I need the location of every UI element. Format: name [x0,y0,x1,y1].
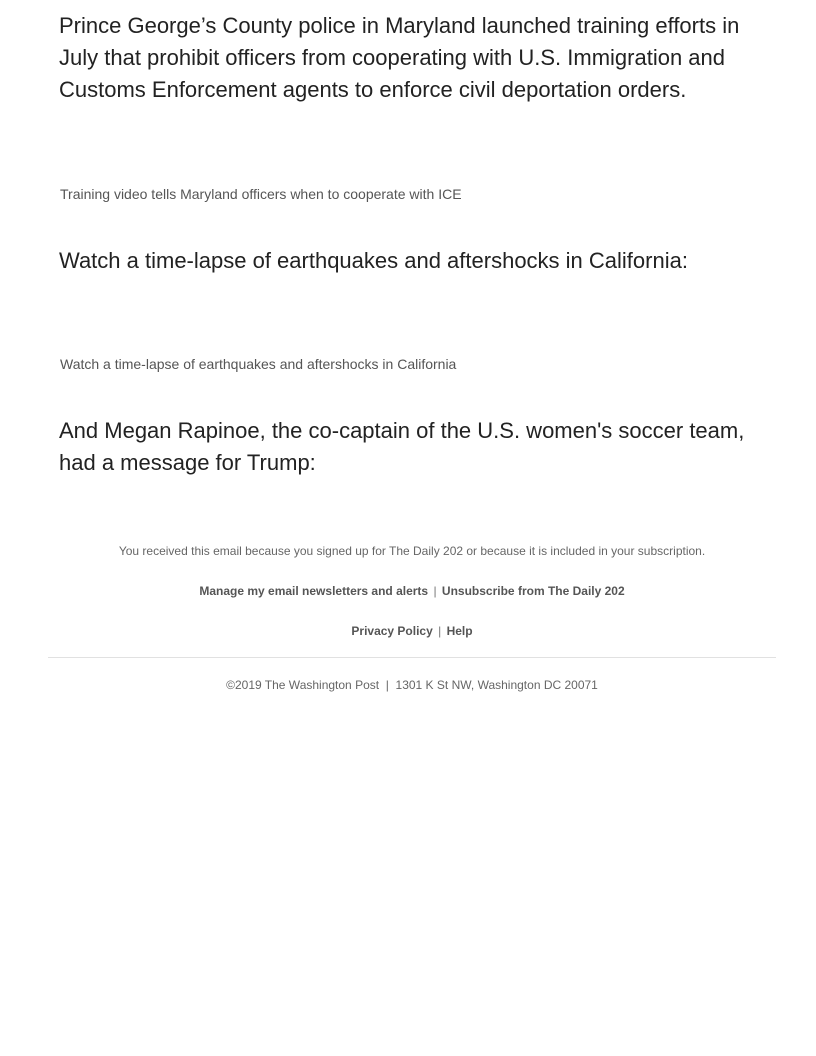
help-link[interactable]: Help [446,624,473,638]
policy-links [48,623,776,639]
footer-divider [48,657,776,658]
paragraph-rapinoe: And Megan Rapinoe, the co-captain of the U.S. women's soccer team, had a message for Trump: [59,418,745,475]
video-caption-ice-training: Training video tells Maryland officers when to cooperate with ICE [60,186,462,202]
copyright-address: ©2019 The Washington Post | 1301 K St NW, Washington DC 20071 [226,678,598,692]
privacy-policy-link[interactable]: Privacy Policy [351,624,433,638]
subscription-note: You received this email because you signed up for The Daily 202 or because it is included in your subscription. [118,544,706,558]
video-caption-earthquakes: Watch a time-lapse of earthquakes and aftershocks in California [60,356,457,372]
lead-paragraph: Prince George’s County police in Maryland launched training efforts in July that prohibit officers from cooperating with U.S. Immigration and Customs Enforcement agents to enforce civil deportation orders. [59,13,740,102]
link-separator: | [433,584,437,598]
link-separator: | [438,624,442,638]
newsletter-links [48,583,776,599]
manage-newsletters-link[interactable]: Manage my email newsletters and alerts [199,584,429,598]
paragraph-earthquakes: Watch a time-lapse of earthquakes and aftershocks in California: [59,248,688,273]
unsubscribe-link[interactable]: Unsubscribe from The Daily 202 [441,584,625,598]
